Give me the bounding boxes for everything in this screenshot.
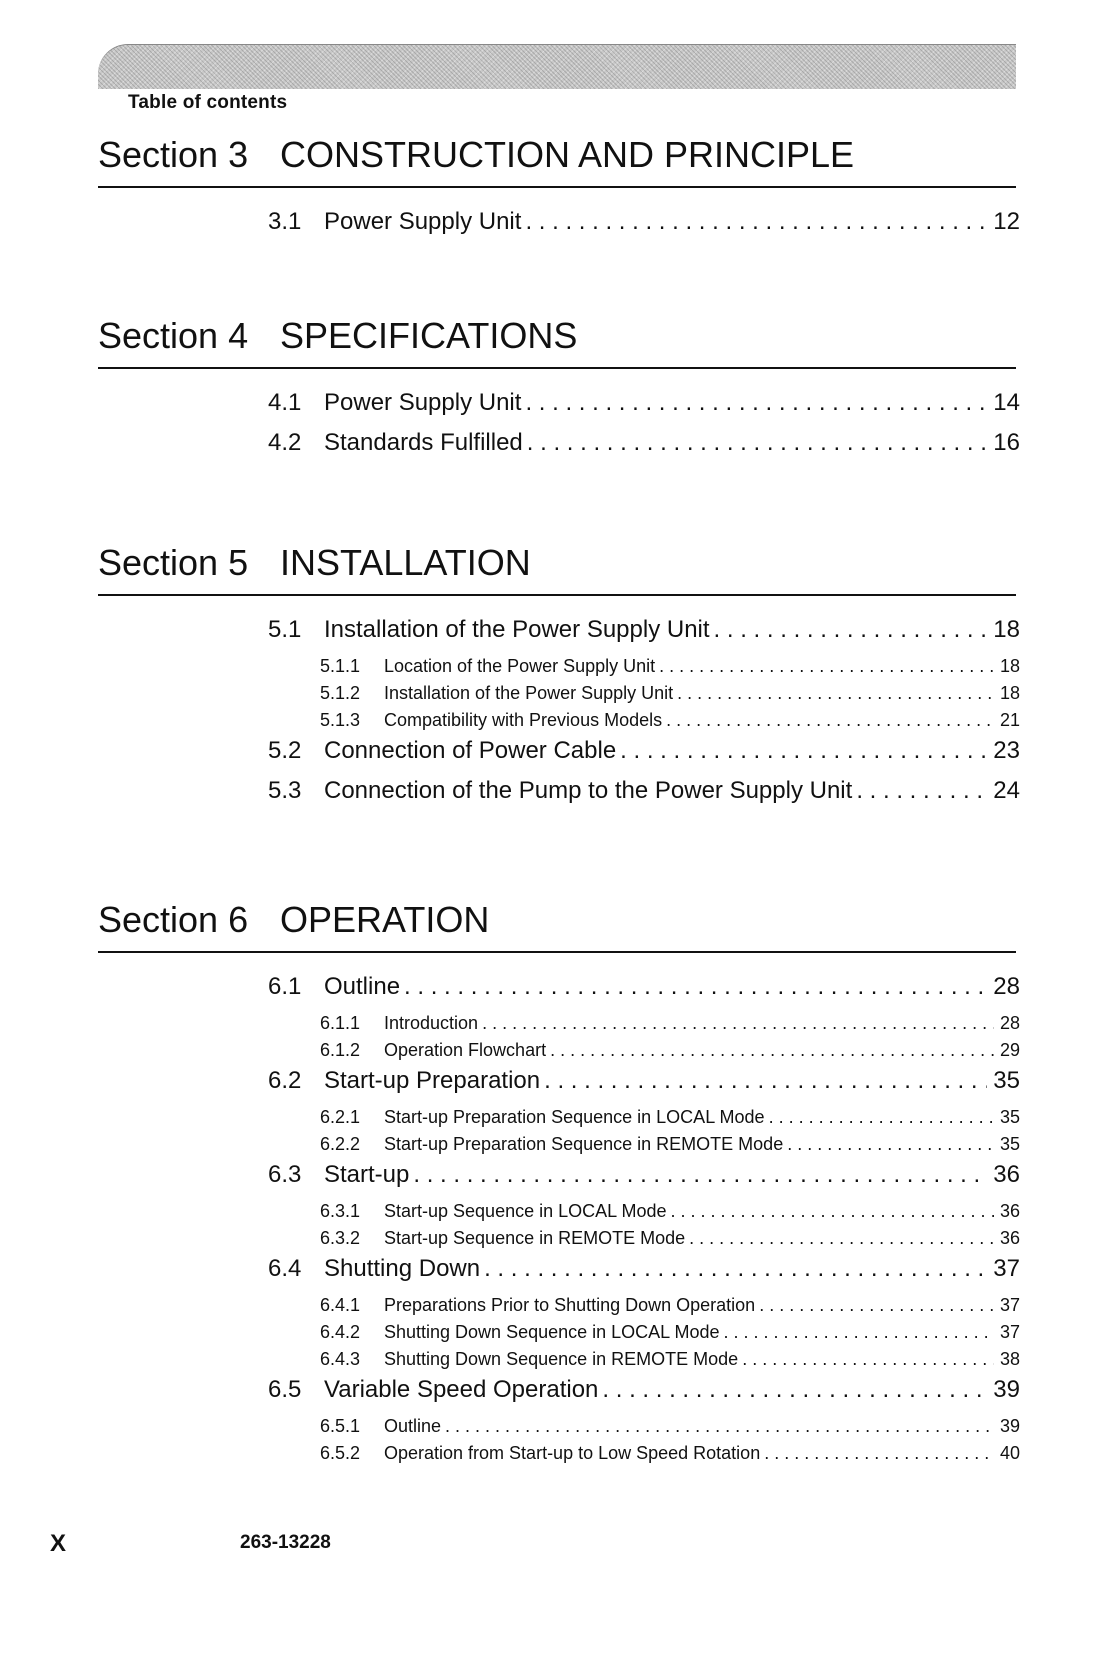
entry-page-number: 35 (999, 1107, 1020, 1127)
entry-label: Start-up Sequence in LOCAL Mode (384, 1201, 667, 1221)
toc-entry[interactable] (268, 208, 1020, 248)
entry-page-number: 39 (993, 1376, 1020, 1403)
toc-entry[interactable] (268, 1255, 1020, 1295)
entry-label: Shutting Down (324, 1255, 481, 1282)
entry-label: Shutting Down Sequence in LOCAL Mode (384, 1322, 720, 1342)
entry-label: Shutting Down Sequence in REMOTE Mode (384, 1349, 739, 1369)
entry-number: 4.2 (268, 429, 302, 456)
toc-subentry[interactable] (320, 683, 1020, 710)
entry-number: 6.4 (268, 1255, 302, 1282)
entry-label: Introduction (384, 1013, 479, 1033)
entry-label: Variable Speed Operation (324, 1376, 599, 1403)
entry-number: 5.1 (268, 616, 302, 643)
toc-entry[interactable] (268, 429, 1020, 469)
entry-number: 6.1 (268, 973, 302, 1000)
section-6 (0, 897, 1116, 1470)
toc-subentry[interactable] (320, 1443, 1020, 1470)
entry-number: 6.2.1 (320, 1107, 361, 1127)
toc-subentry[interactable] (320, 710, 1020, 737)
entry-page-number: 37 (993, 1255, 1020, 1282)
entry-page-number: 14 (993, 389, 1020, 416)
entry-page-number: 24 (993, 777, 1020, 804)
section-heading (98, 313, 1016, 369)
section-5 (0, 540, 1116, 817)
entry-number: 6.5 (268, 1376, 302, 1403)
section-number: Section 5 (98, 542, 249, 583)
section-title: INSTALLATION (280, 542, 531, 583)
toc-subentry[interactable] (320, 1228, 1020, 1255)
section-4 (0, 313, 1116, 469)
entry-number: 5.1.3 (320, 710, 361, 730)
entry-page-number: 18 (999, 656, 1020, 676)
entry-label: Compatibility with Previous Models (384, 710, 663, 730)
entry-label: Start-up (324, 1161, 410, 1188)
section-number: Section 6 (98, 899, 249, 940)
section-heading (98, 540, 1016, 596)
entry-number: 4.1 (268, 389, 302, 416)
toc-entries (0, 973, 1116, 1470)
dot-leader (659, 656, 994, 677)
toc-subentry[interactable] (320, 1295, 1020, 1322)
entry-page-number: 23 (993, 737, 1020, 764)
toc-entry[interactable] (268, 973, 1020, 1013)
toc-subentry[interactable] (320, 1322, 1020, 1349)
dot-leader (620, 737, 987, 765)
page-label: X (50, 1530, 67, 1557)
toc-subentry[interactable] (320, 1013, 1020, 1040)
dot-leader (525, 389, 987, 417)
toc-entry[interactable] (268, 1376, 1020, 1416)
entry-label: Outline (324, 973, 401, 1000)
entry-number: 5.1.1 (320, 656, 361, 676)
entry-number: 6.1.2 (320, 1040, 361, 1060)
entry-label: Location of the Power Supply Unit (384, 656, 656, 676)
toc-subentry[interactable] (320, 1134, 1020, 1161)
entry-number: 6.5.2 (320, 1443, 361, 1463)
entry-label: Outline (384, 1416, 442, 1436)
section-heading (98, 897, 1016, 953)
entry-label: Preparations Prior to Shutting Down Operation (384, 1295, 756, 1315)
dot-leader (482, 1013, 994, 1034)
toc-subentry[interactable] (320, 1349, 1020, 1376)
dot-leader (544, 1067, 987, 1095)
entry-label: Standards Fulfilled (324, 429, 523, 456)
dot-leader (714, 616, 988, 644)
dot-leader (671, 1201, 994, 1222)
entry-label: Operation from Start-up to Low Speed Rotation (384, 1443, 761, 1463)
entry-number: 5.2 (268, 737, 302, 764)
section-title: OPERATION (280, 899, 490, 940)
entry-label: Installation of the Power Supply Unit (324, 616, 710, 643)
toc-entries (0, 208, 1116, 248)
dot-leader (689, 1228, 994, 1249)
entry-page-number: 29 (999, 1040, 1020, 1060)
entry-number: 6.4.3 (320, 1349, 361, 1369)
header-band (98, 44, 1016, 89)
toc-entries (0, 616, 1116, 817)
entry-page-number: 39 (999, 1416, 1020, 1436)
entry-label: Installation of the Power Supply Unit (384, 683, 674, 703)
entry-page-number: 21 (999, 710, 1020, 730)
dot-leader (856, 777, 987, 805)
dot-leader (769, 1107, 994, 1128)
dot-leader (666, 710, 994, 731)
entry-page-number: 36 (993, 1161, 1020, 1188)
toc-subentry[interactable] (320, 656, 1020, 683)
toc-entry[interactable] (268, 1161, 1020, 1201)
entry-number: 6.4.1 (320, 1295, 361, 1315)
entry-label: Start-up Preparation Sequence in REMOTE Mode (384, 1134, 784, 1154)
entry-page-number: 35 (999, 1134, 1020, 1154)
toc-subentry[interactable] (320, 1040, 1020, 1067)
entry-number: 6.5.1 (320, 1416, 361, 1436)
section-title: CONSTRUCTION AND PRINCIPLE (280, 134, 855, 175)
section-title: SPECIFICATIONS (280, 315, 578, 356)
entry-label: Start-up Preparation Sequence in LOCAL Mode (384, 1107, 765, 1127)
section-number: Section 3 (98, 134, 249, 175)
dot-leader (550, 1040, 994, 1061)
entry-page-number: 36 (999, 1228, 1020, 1248)
entry-number: 6.1.1 (320, 1013, 361, 1033)
toc-subentry[interactable] (320, 1416, 1020, 1443)
entry-page-number: 36 (999, 1201, 1020, 1221)
entry-page-number: 18 (993, 616, 1020, 643)
header-title: Table of contents (128, 92, 288, 113)
entry-number: 6.3 (268, 1161, 302, 1188)
entry-label: Start-up Preparation (324, 1067, 541, 1094)
dot-leader (413, 1161, 987, 1189)
entry-page-number: 35 (993, 1067, 1020, 1094)
section-3 (0, 132, 1116, 248)
entry-number: 5.1.2 (320, 683, 361, 703)
entry-page-number: 28 (993, 973, 1020, 1000)
entry-label: Operation Flowchart (384, 1040, 547, 1060)
entry-number: 3.1 (268, 208, 302, 235)
dot-leader (404, 973, 987, 1001)
dot-leader (742, 1349, 994, 1370)
dot-leader (602, 1376, 987, 1404)
entry-number: 6.2.2 (320, 1134, 361, 1154)
entry-page-number: 12 (993, 208, 1020, 235)
dot-leader (484, 1255, 987, 1283)
entry-page-number: 16 (993, 429, 1020, 456)
toc-entry[interactable] (268, 737, 1020, 777)
toc-entries (0, 389, 1116, 469)
entry-number: 6.3.2 (320, 1228, 361, 1248)
entry-number: 6.4.2 (320, 1322, 361, 1342)
toc-subentry[interactable] (320, 1201, 1020, 1228)
section-number: Section 4 (98, 315, 249, 356)
section-heading (98, 132, 1016, 188)
dot-leader (677, 683, 994, 704)
dot-leader (764, 1443, 994, 1464)
entry-page-number: 40 (999, 1443, 1020, 1463)
entry-page-number: 37 (999, 1322, 1020, 1342)
toc-entry[interactable] (268, 1067, 1020, 1107)
toc-entry[interactable] (268, 777, 1020, 817)
entry-number: 6.3.1 (320, 1201, 361, 1221)
entry-label: Connection of Power Cable (324, 737, 617, 764)
document-code: 263-13228 (240, 1532, 331, 1553)
dot-leader (525, 208, 987, 236)
entry-page-number: 37 (999, 1295, 1020, 1315)
entry-page-number: 28 (999, 1013, 1020, 1033)
toc-entry[interactable] (268, 389, 1020, 429)
dot-leader (759, 1295, 994, 1316)
entry-label: Power Supply Unit (324, 208, 522, 235)
entry-label: Start-up Sequence in REMOTE Mode (384, 1228, 686, 1248)
dot-leader (724, 1322, 994, 1343)
toc-subentry[interactable] (320, 1107, 1020, 1134)
entry-label: Power Supply Unit (324, 389, 522, 416)
entry-page-number: 18 (999, 683, 1020, 703)
entry-number: 5.3 (268, 777, 302, 804)
entry-label: Connection of the Pump to the Power Supply Unit (324, 777, 853, 804)
dot-leader (787, 1134, 994, 1155)
toc-entry[interactable] (268, 616, 1020, 656)
dot-leader (527, 429, 988, 457)
entry-page-number: 38 (999, 1349, 1020, 1369)
dot-leader (445, 1416, 994, 1437)
entry-number: 6.2 (268, 1067, 302, 1094)
